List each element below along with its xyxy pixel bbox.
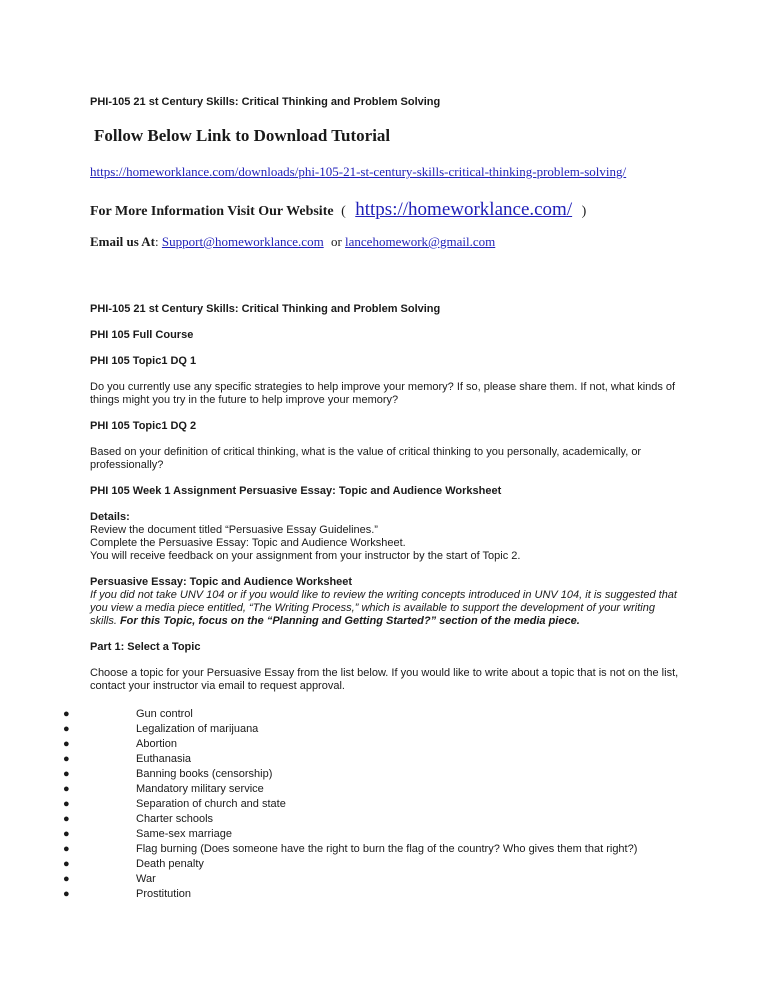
download-heading: Follow Below Link to Download Tutorial bbox=[94, 126, 391, 145]
topic-label: Legalization of marijuana bbox=[136, 723, 259, 735]
topic-label: Death penalty bbox=[136, 858, 204, 870]
details-block bbox=[90, 511, 520, 563]
assignment-heading: PHI 105 Week 1 Assignment Persuasive Essay: Topic and Audience Worksheet bbox=[90, 485, 502, 497]
topic-label: Prostitution bbox=[136, 888, 192, 900]
topic-label: Same-sex marriage bbox=[136, 828, 232, 840]
list-item bbox=[0, 827, 768, 842]
dq1-text: Do you currently use any specific strategies to help improve your memory? If so, please share them. If not, what kinds of things might you try in the future to help improve your memory? bbox=[90, 381, 676, 406]
document-title: PHI-105 21 st Century Skills: Critical Thinking and Problem Solving bbox=[90, 96, 441, 108]
email-line bbox=[90, 234, 495, 250]
bullet-icon: ● bbox=[63, 753, 70, 765]
details-label: Details: bbox=[90, 511, 130, 523]
worksheet-intro bbox=[90, 589, 680, 628]
list-item bbox=[0, 842, 768, 857]
list-item bbox=[0, 737, 768, 752]
bullet-icon: ● bbox=[63, 738, 70, 750]
dq1-heading: PHI 105 Topic1 DQ 1 bbox=[90, 355, 197, 367]
list-item bbox=[0, 812, 768, 827]
list-item bbox=[0, 887, 768, 902]
email-colon: : bbox=[155, 234, 159, 249]
bullet-icon: ● bbox=[63, 858, 70, 870]
list-item bbox=[0, 782, 768, 797]
bullet-icon: ● bbox=[63, 708, 70, 720]
bullet-icon: ● bbox=[63, 888, 70, 900]
worksheet-heading: Persuasive Essay: Topic and Audience Worksheet bbox=[90, 576, 353, 588]
topic-label: Abortion bbox=[136, 738, 177, 750]
topic-label: Banning books (censorship) bbox=[136, 768, 273, 780]
topic-list bbox=[0, 707, 768, 902]
topic-label: Mandatory military service bbox=[136, 783, 264, 795]
bullet-icon: ● bbox=[63, 798, 70, 810]
list-item bbox=[0, 722, 768, 737]
more-info-line bbox=[90, 199, 586, 221]
topic-label: Flag burning (Does someone have the right to burn the flag of the country? Who gives them that right?) bbox=[136, 843, 638, 855]
worksheet-block bbox=[90, 576, 352, 589]
list-item bbox=[0, 752, 768, 767]
bullet-icon: ● bbox=[63, 813, 70, 825]
worksheet-intro-text: If you did not take UNV 104 or if you would like to review the writing concepts introduced in UNV 104, it is suggested that you view a media piece entitled, “The Writing Process,” which is available to support the development of your writing skills. bbox=[90, 589, 677, 627]
worksheet-focus-text: For this Topic, focus on the “Planning and Getting Started?” section of the media piece. bbox=[119, 615, 580, 627]
lance-email-link[interactable]: lancehomework@gmail.com bbox=[345, 234, 496, 249]
list-item bbox=[0, 707, 768, 722]
topic-label: Euthanasia bbox=[136, 753, 192, 765]
download-link[interactable]: https://homeworklance.com/downloads/phi-105-21-st-century-skills-critical-thinking-problem-solving/ bbox=[90, 164, 627, 179]
list-item bbox=[0, 857, 768, 872]
list-item bbox=[0, 797, 768, 812]
more-info-label: For More Information Visit Our Website bbox=[90, 204, 334, 219]
bullet-icon: ● bbox=[63, 723, 70, 735]
course-title: PHI-105 21 st Century Skills: Critical Thinking and Problem Solving bbox=[90, 303, 441, 315]
part1-heading: Part 1: Select a Topic bbox=[90, 641, 201, 653]
bullet-icon: ● bbox=[63, 783, 70, 795]
topic-label: Separation of church and state bbox=[136, 798, 286, 810]
website-link[interactable]: https://homeworklance.com/ bbox=[355, 199, 573, 220]
dq2-heading: PHI 105 Topic1 DQ 2 bbox=[90, 420, 197, 432]
details-line: Review the document titled “Persuasive Essay Guidelines.” bbox=[90, 524, 378, 536]
topic-label: War bbox=[136, 873, 156, 885]
bullet-icon: ● bbox=[63, 873, 70, 885]
part1-text: Choose a topic for your Persuasive Essay from the list below. If you would like to write about a topic that is not on the list, contact your instructor via email to request approval. bbox=[90, 667, 679, 692]
paren-close: ) bbox=[581, 204, 587, 219]
list-item bbox=[0, 872, 768, 887]
support-email-link[interactable]: Support@homeworklance.com bbox=[161, 234, 324, 249]
bullet-icon: ● bbox=[63, 828, 70, 840]
topic-label: Charter schools bbox=[136, 813, 214, 825]
topic-label: Gun control bbox=[136, 708, 193, 720]
bullet-icon: ● bbox=[63, 768, 70, 780]
bullet-icon: ● bbox=[63, 843, 70, 855]
full-course-heading: PHI 105 Full Course bbox=[90, 329, 194, 341]
details-line: You will receive feedback on your assignment from your instructor by the start of Topic 2. bbox=[90, 550, 521, 562]
dq2-text: Based on your definition of critical thinking, what is the value of critical thinking to you personally, academically, or professionally? bbox=[90, 446, 642, 471]
paren-open: ( bbox=[341, 204, 346, 219]
list-item bbox=[0, 767, 768, 782]
email-or: or bbox=[330, 234, 342, 249]
email-label: Email us At bbox=[90, 234, 156, 249]
details-line: Complete the Persuasive Essay: Topic and Audience Worksheet. bbox=[90, 537, 406, 549]
